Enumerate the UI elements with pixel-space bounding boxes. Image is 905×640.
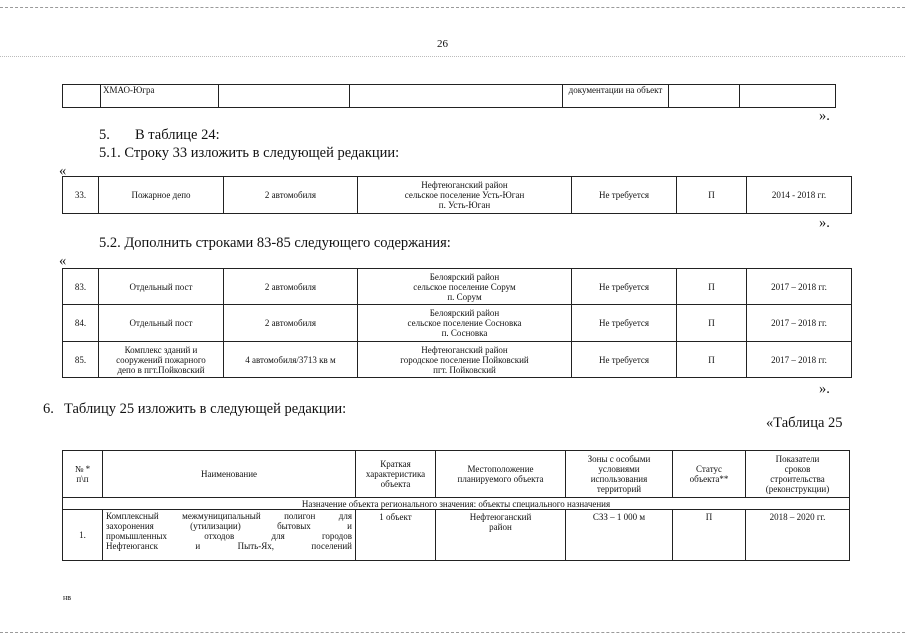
header-loc-line: Местоположение (467, 464, 534, 474)
row-85-char: 4 автомобиля/3713 кв м (224, 342, 358, 378)
table-25-caption: «Таблица 25 (766, 415, 843, 431)
item-5-1-text: 5.1. Строку 33 изложить в следующей редакции: (99, 145, 400, 161)
row-1-name (103, 510, 356, 561)
open-quote-2: « (59, 253, 67, 269)
header-zone-line: использования (590, 474, 648, 484)
row-83-loc-line: п. Сорум (447, 291, 482, 302)
row-83-loc-line: Белоярский район (429, 271, 500, 282)
section-row (63, 498, 850, 510)
header-zone-line: территорий (596, 484, 642, 494)
header-char-line: объекта (380, 479, 411, 489)
row-1-name-line: Комплексный межмуниципальный полигон для (106, 511, 352, 521)
row-85-period: 2017 – 2018 гг. (747, 342, 852, 378)
row-84-period: 2017 – 2018 гг. (747, 305, 852, 342)
header-zone (566, 451, 673, 498)
row-84-loc-line: п. Сосновка (441, 328, 488, 338)
prev-cell-4 (350, 85, 563, 108)
row-84-loc-line: сельское поселение Сосновка (407, 318, 522, 328)
row-83-zone: Не требуется (572, 269, 677, 305)
close-quote-1: ». (819, 108, 830, 124)
row-33-location (358, 177, 572, 214)
row-1-loc-line: район (489, 522, 512, 532)
row-1-location (436, 510, 566, 561)
row-83-period: 2017 – 2018 гг. (747, 269, 852, 305)
prev-cell-7 (740, 85, 836, 108)
scan-line-top (0, 7, 905, 8)
rows-83-85-table (62, 268, 852, 378)
table-25 (62, 450, 850, 561)
item-6-number: 6. (43, 401, 54, 417)
header-zone-line: условиями (598, 464, 640, 474)
row-84-num: 84. (63, 305, 99, 342)
row-84-name: Отдельный пост (99, 305, 224, 342)
row-83-loc-line: сельское поселение Сорум (413, 281, 516, 292)
prev-cell-3 (219, 85, 350, 108)
header-status-line: Статус (696, 464, 722, 474)
row-85-loc-line: Нефтеюганский район (421, 344, 508, 355)
row-1-loc-line: Нефтеюганский (469, 512, 532, 522)
page-number: 26 (437, 38, 448, 50)
row-85-loc-line: пгт. Пойковский (433, 364, 496, 375)
header-location (436, 451, 566, 498)
header-name: Наименование (103, 451, 356, 498)
row-33-loc-line: сельское поселение Усть-Юган (404, 190, 525, 200)
prev-cell-docs: документации на объект (563, 85, 669, 108)
row-33-num: 33. (63, 177, 99, 214)
header-char-line: Краткая (380, 459, 411, 469)
row-85-zone: Не требуется (572, 342, 677, 378)
close-quote-2: ». (819, 215, 830, 231)
scan-line-header (0, 56, 905, 57)
scan-line-bottom (0, 632, 905, 633)
row-1-char: 1 объект (356, 510, 436, 561)
row-1-name-line: захоронения (утилизации) бытовых и (106, 521, 352, 531)
table-row (63, 177, 852, 214)
header-period-line: Показатели (775, 454, 820, 464)
item-5-number: 5. (99, 127, 110, 143)
row-85-name (99, 342, 224, 378)
prev-cell-region: ХМАО-Югра (101, 85, 219, 108)
row-33-status: П (677, 177, 747, 214)
row-85-status: П (677, 342, 747, 378)
header-num (63, 451, 103, 498)
prev-cell-6 (669, 85, 740, 108)
header-num-line: № * (74, 464, 91, 474)
table-row (63, 269, 852, 305)
row-85-loc-line: городское поселение Пойковский (400, 354, 529, 365)
row-83-name: Отдельный пост (99, 269, 224, 305)
row-83-num: 83. (63, 269, 99, 305)
row-84-status: П (677, 305, 747, 342)
row-33-table (62, 176, 852, 214)
header-period-line: сроков (784, 464, 811, 474)
row-85-name-line: Комплекс зданий и (124, 344, 198, 355)
row-85-name-line: депо в пгт.Пойковский (117, 364, 205, 375)
open-quote-1: « (59, 163, 67, 179)
table-row (63, 305, 852, 342)
row-83-char: 2 автомобиля (224, 269, 358, 305)
prev-table-fragment (62, 84, 836, 108)
section-title: Назначение объекта регионального значения: объекты специального назначения (63, 498, 850, 510)
row-33-name: Пожарное депо (99, 177, 224, 214)
table-header-row (63, 451, 850, 498)
header-zone-line: Зоны с особыми (587, 454, 651, 464)
row-33-loc-line: Нефтеюганский район (421, 180, 508, 190)
header-char (356, 451, 436, 498)
row-1-period: 2018 – 2020 гг. (746, 510, 850, 561)
header-period-line: (реконструкции) (765, 484, 830, 494)
row-85-num: 85. (63, 342, 99, 378)
row-84-zone: Не требуется (572, 305, 677, 342)
row-1-name-line: Нефтеюганск и Пыть-Ях, поселений (106, 541, 352, 551)
table-row (63, 510, 850, 561)
row-84-location (358, 305, 572, 342)
header-status-line: объекта** (689, 474, 729, 484)
footer-mark: нв (63, 593, 72, 602)
prev-cell-num (63, 85, 101, 108)
row-83-location (358, 269, 572, 305)
row-33-zone: Не требуется (572, 177, 677, 214)
row-1-name-line: промышленных отходов для городов (106, 531, 352, 541)
header-num-line: п\п (76, 474, 89, 484)
header-loc-line: планируемого объекта (457, 474, 544, 484)
header-status (673, 451, 746, 498)
close-quote-3: ». (819, 381, 830, 397)
item-6-text: Таблицу 25 изложить в следующей редакции: (64, 401, 347, 417)
table-row (63, 342, 852, 378)
header-period (746, 451, 850, 498)
header-char-line: характеристика (365, 469, 426, 479)
row-84-char: 2 автомобиля (224, 305, 358, 342)
row-1-num: 1. (63, 510, 103, 561)
row-33-period: 2014 - 2018 гг. (747, 177, 852, 214)
row-85-location (358, 342, 572, 378)
row-85-name-line: сооружений пожарного (116, 354, 206, 365)
row-1-zone: СЗЗ – 1 000 м (566, 510, 673, 561)
row-1-status: П (673, 510, 746, 561)
row-84-loc-line: Белоярский район (429, 308, 500, 318)
row-33-char: 2 автомобиля (224, 177, 358, 214)
header-period-line: строительства (770, 474, 825, 484)
item-5-2-text: 5.2. Дополнить строками 83-85 следующего содержания: (99, 235, 451, 251)
row-33-loc-line: п. Усть-Юган (438, 200, 491, 210)
row-83-status: П (677, 269, 747, 305)
item-5-text: В таблице 24: (135, 127, 220, 143)
